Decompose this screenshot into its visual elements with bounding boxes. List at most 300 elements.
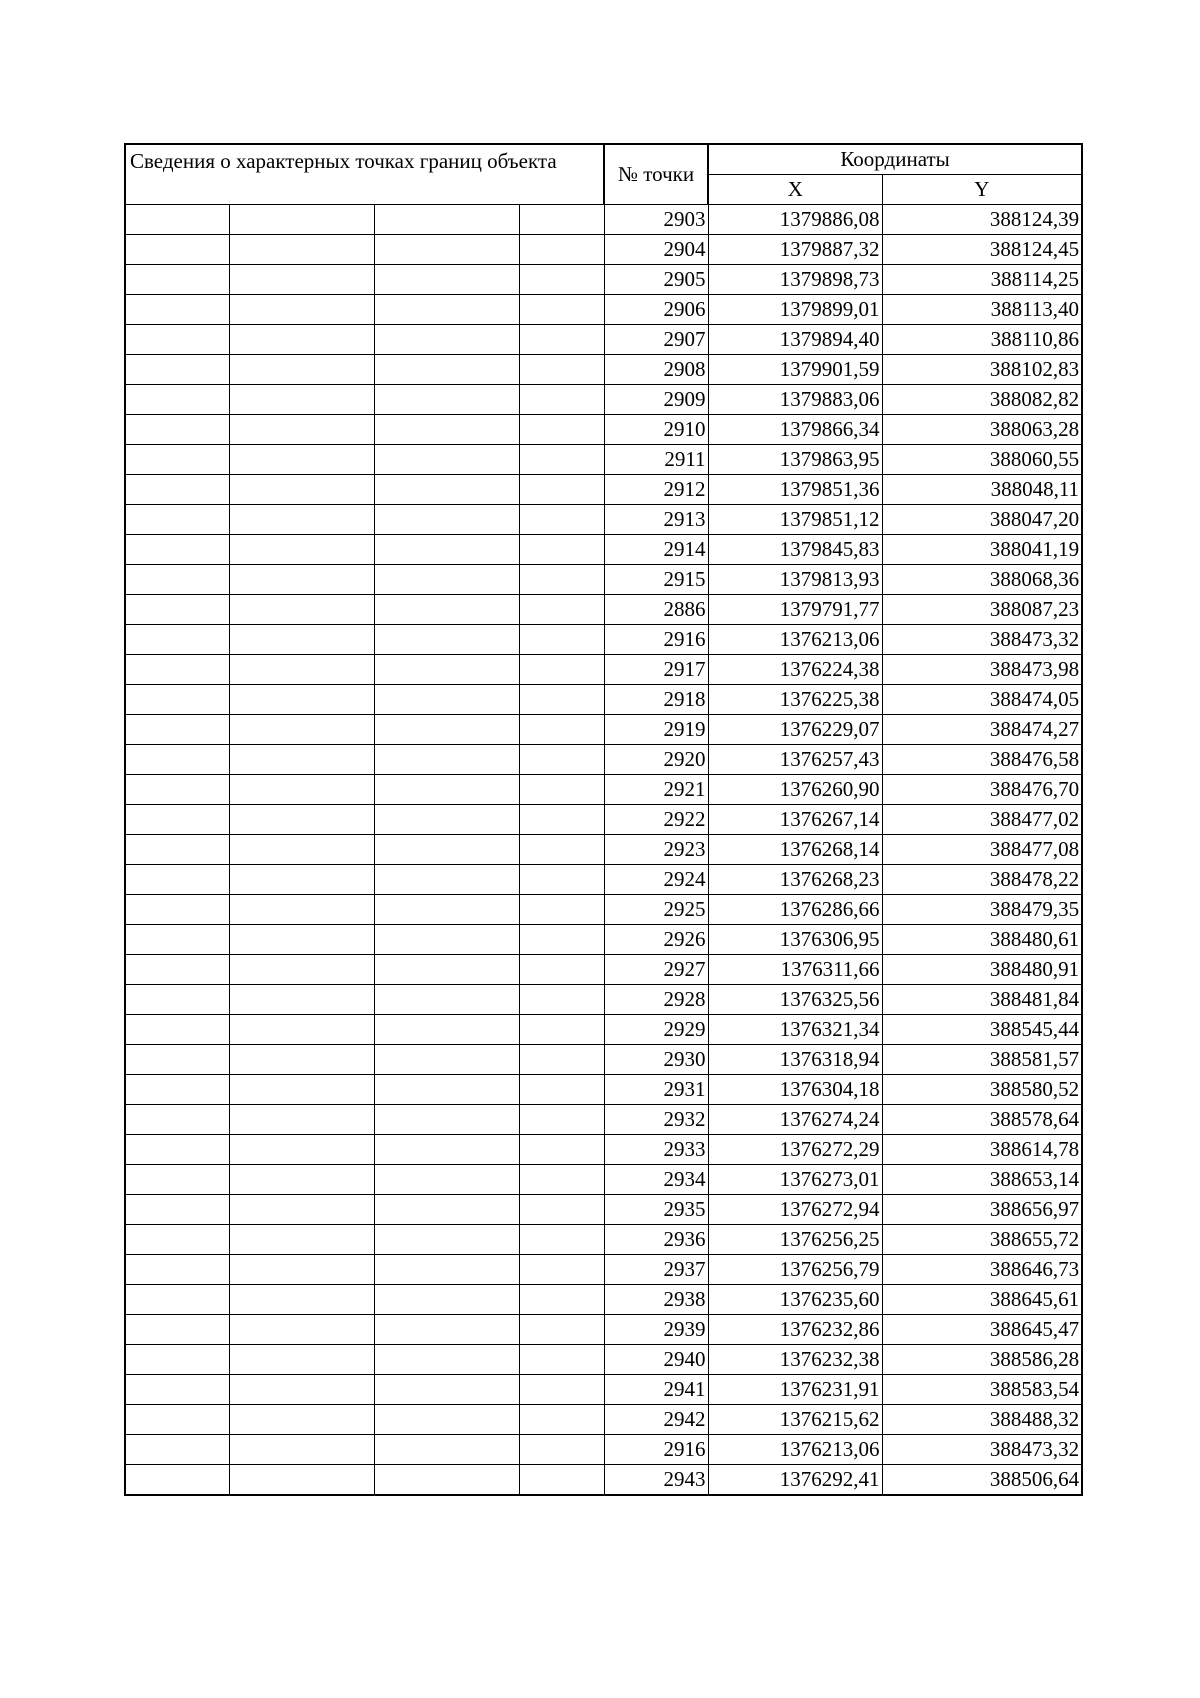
- empty-cell: [125, 715, 229, 745]
- empty-cell: [519, 985, 604, 1015]
- empty-cell: [519, 325, 604, 355]
- point-number-cell: 2926: [604, 925, 708, 955]
- empty-cell: [229, 925, 374, 955]
- empty-cell: [229, 415, 374, 445]
- empty-cell: [229, 1225, 374, 1255]
- empty-cell: [374, 625, 519, 655]
- table-row: [125, 325, 1082, 355]
- empty-cell: [229, 445, 374, 475]
- y-coordinate-cell: 388653,14: [882, 1165, 1082, 1195]
- empty-cell: [519, 1075, 604, 1105]
- empty-cell: [229, 1075, 374, 1105]
- y-coordinate-cell: 388087,23: [882, 595, 1082, 625]
- empty-cell: [125, 1195, 229, 1225]
- empty-cell: [519, 1225, 604, 1255]
- coordinates-sheet: [124, 143, 1081, 1496]
- x-coordinate-cell: 1376232,86: [708, 1315, 882, 1345]
- point-number-cell: 2911: [604, 445, 708, 475]
- empty-cell: [519, 1045, 604, 1075]
- empty-cell: [229, 565, 374, 595]
- y-coordinate-cell: 388488,32: [882, 1405, 1082, 1435]
- empty-cell: [125, 235, 229, 265]
- empty-cell: [374, 415, 519, 445]
- empty-cell: [374, 985, 519, 1015]
- table-row: [125, 235, 1082, 265]
- y-coordinate-cell: 388041,19: [882, 535, 1082, 565]
- empty-cell: [229, 835, 374, 865]
- empty-cell: [125, 625, 229, 655]
- empty-cell: [229, 1255, 374, 1285]
- point-number-cell: 2927: [604, 955, 708, 985]
- point-number-cell: 2921: [604, 775, 708, 805]
- empty-cell: [519, 775, 604, 805]
- x-coordinate-cell: 1376224,38: [708, 655, 882, 685]
- x-coordinate-cell: 1376232,38: [708, 1345, 882, 1375]
- x-header: X: [708, 175, 882, 205]
- point-number-cell: 2908: [604, 355, 708, 385]
- empty-cell: [374, 685, 519, 715]
- empty-cell: [229, 1435, 374, 1465]
- empty-cell: [125, 1015, 229, 1045]
- empty-cell: [229, 1345, 374, 1375]
- empty-cell: [125, 295, 229, 325]
- y-coordinate-cell: 388480,61: [882, 925, 1082, 955]
- empty-cell: [229, 1165, 374, 1195]
- x-coordinate-cell: 1376225,38: [708, 685, 882, 715]
- empty-cell: [229, 685, 374, 715]
- point-number-cell: 2914: [604, 535, 708, 565]
- table-row: [125, 1345, 1082, 1375]
- empty-cell: [519, 805, 604, 835]
- x-coordinate-cell: 1379898,73: [708, 265, 882, 295]
- point-number-cell: 2916: [604, 1435, 708, 1465]
- table-row: [125, 205, 1082, 235]
- y-coordinate-cell: 388581,57: [882, 1045, 1082, 1075]
- table-row: [125, 805, 1082, 835]
- table-row: [125, 925, 1082, 955]
- x-coordinate-cell: 1376256,25: [708, 1225, 882, 1255]
- y-coordinate-cell: 388477,02: [882, 805, 1082, 835]
- empty-cell: [374, 1225, 519, 1255]
- y-coordinate-cell: 388476,70: [882, 775, 1082, 805]
- empty-cell: [519, 1165, 604, 1195]
- empty-cell: [374, 1285, 519, 1315]
- point-number-cell: 2919: [604, 715, 708, 745]
- empty-cell: [374, 1015, 519, 1045]
- x-coordinate-cell: 1376231,91: [708, 1375, 882, 1405]
- empty-cell: [229, 595, 374, 625]
- empty-cell: [519, 265, 604, 295]
- empty-cell: [519, 1405, 604, 1435]
- empty-cell: [125, 205, 229, 235]
- table-row: [125, 1015, 1082, 1045]
- empty-cell: [374, 715, 519, 745]
- empty-cell: [374, 205, 519, 235]
- point-number-cell: 2907: [604, 325, 708, 355]
- point-number-cell: 2935: [604, 1195, 708, 1225]
- empty-cell: [374, 925, 519, 955]
- table-row: [125, 1225, 1082, 1255]
- empty-cell: [125, 925, 229, 955]
- table-row: [125, 1255, 1082, 1285]
- empty-cell: [519, 205, 604, 235]
- x-coordinate-cell: 1376235,60: [708, 1285, 882, 1315]
- empty-cell: [374, 835, 519, 865]
- x-coordinate-cell: 1376286,66: [708, 895, 882, 925]
- empty-cell: [229, 505, 374, 535]
- empty-cell: [374, 745, 519, 775]
- table-row: [125, 655, 1082, 685]
- empty-cell: [519, 1105, 604, 1135]
- empty-cell: [125, 985, 229, 1015]
- x-coordinate-cell: 1379845,83: [708, 535, 882, 565]
- empty-cell: [519, 715, 604, 745]
- empty-cell: [519, 415, 604, 445]
- table-row: [125, 595, 1082, 625]
- empty-cell: [229, 745, 374, 775]
- y-coordinate-cell: 388124,39: [882, 205, 1082, 235]
- empty-cell: [519, 1135, 604, 1165]
- empty-cell: [229, 295, 374, 325]
- empty-cell: [125, 385, 229, 415]
- y-coordinate-cell: 388110,86: [882, 325, 1082, 355]
- empty-cell: [125, 565, 229, 595]
- y-coordinate-cell: 388474,05: [882, 685, 1082, 715]
- point-number-cell: 2923: [604, 835, 708, 865]
- empty-cell: [519, 355, 604, 385]
- y-coordinate-cell: 388646,73: [882, 1255, 1082, 1285]
- empty-cell: [519, 1465, 604, 1496]
- point-number-cell: 2904: [604, 235, 708, 265]
- x-coordinate-cell: 1379901,59: [708, 355, 882, 385]
- empty-cell: [125, 745, 229, 775]
- x-coordinate-cell: 1376272,29: [708, 1135, 882, 1165]
- empty-cell: [229, 1195, 374, 1225]
- empty-cell: [374, 895, 519, 925]
- point-number-cell: 2922: [604, 805, 708, 835]
- point-number-header: № точки: [604, 144, 708, 205]
- table-row: [125, 445, 1082, 475]
- empty-cell: [374, 1255, 519, 1285]
- y-coordinate-cell: 388114,25: [882, 265, 1082, 295]
- empty-cell: [125, 325, 229, 355]
- empty-cell: [125, 1255, 229, 1285]
- empty-cell: [519, 955, 604, 985]
- y-coordinate-cell: 388068,36: [882, 565, 1082, 595]
- point-number-cell: 2918: [604, 685, 708, 715]
- y-coordinate-cell: 388645,61: [882, 1285, 1082, 1315]
- empty-cell: [229, 1045, 374, 1075]
- empty-cell: [229, 355, 374, 385]
- y-coordinate-cell: 388473,32: [882, 625, 1082, 655]
- x-coordinate-cell: 1379883,06: [708, 385, 882, 415]
- point-number-cell: 2920: [604, 745, 708, 775]
- empty-cell: [374, 1045, 519, 1075]
- empty-cell: [519, 655, 604, 685]
- y-coordinate-cell: 388124,45: [882, 235, 1082, 265]
- x-coordinate-cell: 1376273,01: [708, 1165, 882, 1195]
- coordinates-header: Координаты: [708, 144, 1082, 175]
- table-row: [125, 1135, 1082, 1165]
- empty-cell: [519, 1315, 604, 1345]
- y-header: Y: [882, 175, 1082, 205]
- x-coordinate-cell: 1376215,62: [708, 1405, 882, 1435]
- empty-cell: [374, 1375, 519, 1405]
- empty-cell: [125, 1165, 229, 1195]
- x-coordinate-cell: 1376306,95: [708, 925, 882, 955]
- empty-cell: [229, 805, 374, 835]
- y-coordinate-cell: 388614,78: [882, 1135, 1082, 1165]
- empty-cell: [519, 1345, 604, 1375]
- table-row: [125, 535, 1082, 565]
- x-coordinate-cell: 1376267,14: [708, 805, 882, 835]
- y-coordinate-cell: 388655,72: [882, 1225, 1082, 1255]
- table-row: [125, 685, 1082, 715]
- table-row: [125, 265, 1082, 295]
- table-row: [125, 865, 1082, 895]
- empty-cell: [125, 1315, 229, 1345]
- x-coordinate-cell: 1379886,08: [708, 205, 882, 235]
- y-coordinate-cell: 388047,20: [882, 505, 1082, 535]
- x-coordinate-cell: 1376274,24: [708, 1105, 882, 1135]
- x-coordinate-cell: 1379887,32: [708, 235, 882, 265]
- point-number-cell: 2903: [604, 205, 708, 235]
- empty-cell: [229, 775, 374, 805]
- point-number-cell: 2936: [604, 1225, 708, 1255]
- point-number-cell: 2925: [604, 895, 708, 925]
- empty-cell: [374, 865, 519, 895]
- empty-cell: [125, 1045, 229, 1075]
- empty-cell: [374, 1105, 519, 1135]
- table-row: [125, 295, 1082, 325]
- table-row: [125, 1375, 1082, 1405]
- y-coordinate-cell: 388479,35: [882, 895, 1082, 925]
- y-coordinate-cell: 388583,54: [882, 1375, 1082, 1405]
- empty-cell: [374, 325, 519, 355]
- empty-cell: [519, 745, 604, 775]
- y-coordinate-cell: 388545,44: [882, 1015, 1082, 1045]
- y-coordinate-cell: 388473,98: [882, 655, 1082, 685]
- empty-cell: [374, 655, 519, 685]
- x-coordinate-cell: 1376268,23: [708, 865, 882, 895]
- x-coordinate-cell: 1379851,12: [708, 505, 882, 535]
- empty-cell: [229, 265, 374, 295]
- empty-cell: [125, 445, 229, 475]
- table-row: [125, 1195, 1082, 1225]
- y-coordinate-cell: 388481,84: [882, 985, 1082, 1015]
- empty-cell: [374, 1405, 519, 1435]
- empty-cell: [374, 295, 519, 325]
- empty-cell: [519, 1195, 604, 1225]
- empty-cell: [229, 625, 374, 655]
- x-coordinate-cell: 1376311,66: [708, 955, 882, 985]
- empty-cell: [125, 1405, 229, 1435]
- point-number-cell: 2938: [604, 1285, 708, 1315]
- y-coordinate-cell: 388480,91: [882, 955, 1082, 985]
- y-coordinate-cell: 388645,47: [882, 1315, 1082, 1345]
- empty-cell: [374, 505, 519, 535]
- point-number-cell: 2940: [604, 1345, 708, 1375]
- table-row: [125, 1435, 1082, 1465]
- table-row: [125, 1075, 1082, 1105]
- point-number-cell: 2930: [604, 1045, 708, 1075]
- empty-cell: [229, 1405, 374, 1435]
- empty-cell: [125, 1225, 229, 1255]
- empty-cell: [125, 775, 229, 805]
- table-row: [125, 625, 1082, 655]
- empty-cell: [374, 775, 519, 805]
- empty-cell: [125, 1435, 229, 1465]
- empty-cell: [229, 895, 374, 925]
- empty-cell: [229, 1135, 374, 1165]
- y-coordinate-cell: 388048,11: [882, 475, 1082, 505]
- table-row: [125, 775, 1082, 805]
- point-number-cell: 2924: [604, 865, 708, 895]
- y-coordinate-cell: 388082,82: [882, 385, 1082, 415]
- table-row: [125, 565, 1082, 595]
- point-number-cell: 2939: [604, 1315, 708, 1345]
- x-coordinate-cell: 1376213,06: [708, 1435, 882, 1465]
- empty-cell: [519, 625, 604, 655]
- empty-cell: [374, 265, 519, 295]
- empty-cell: [519, 835, 604, 865]
- x-coordinate-cell: 1376260,90: [708, 775, 882, 805]
- point-number-cell: 2909: [604, 385, 708, 415]
- table-row: [125, 505, 1082, 535]
- empty-cell: [519, 685, 604, 715]
- empty-cell: [374, 805, 519, 835]
- empty-cell: [229, 955, 374, 985]
- empty-cell: [374, 565, 519, 595]
- boundary-info-header: Сведения о характерных точках границ объекта: [125, 144, 604, 205]
- table-row: [125, 745, 1082, 775]
- empty-cell: [125, 1075, 229, 1105]
- point-number-cell: 2937: [604, 1255, 708, 1285]
- point-number-cell: 2932: [604, 1105, 708, 1135]
- x-coordinate-cell: 1376321,34: [708, 1015, 882, 1045]
- empty-cell: [374, 475, 519, 505]
- empty-cell: [125, 505, 229, 535]
- empty-cell: [125, 955, 229, 985]
- empty-cell: [125, 1285, 229, 1315]
- empty-cell: [229, 985, 374, 1015]
- empty-cell: [125, 1465, 229, 1496]
- table-row: [125, 355, 1082, 385]
- empty-cell: [374, 1165, 519, 1195]
- point-number-cell: 2886: [604, 595, 708, 625]
- y-coordinate-cell: 388506,64: [882, 1465, 1082, 1496]
- point-number-cell: 2905: [604, 265, 708, 295]
- y-coordinate-cell: 388656,97: [882, 1195, 1082, 1225]
- empty-cell: [125, 865, 229, 895]
- empty-cell: [374, 1135, 519, 1165]
- empty-cell: [229, 655, 374, 685]
- x-coordinate-cell: 1379791,77: [708, 595, 882, 625]
- empty-cell: [519, 1375, 604, 1405]
- y-coordinate-cell: 388063,28: [882, 415, 1082, 445]
- empty-cell: [519, 475, 604, 505]
- table-row: [125, 895, 1082, 925]
- point-number-cell: 2929: [604, 1015, 708, 1045]
- y-coordinate-cell: 388473,32: [882, 1435, 1082, 1465]
- empty-cell: [374, 1345, 519, 1375]
- point-number-cell: 2910: [604, 415, 708, 445]
- empty-cell: [229, 1375, 374, 1405]
- empty-cell: [125, 1105, 229, 1135]
- empty-cell: [125, 895, 229, 925]
- point-number-cell: 2913: [604, 505, 708, 535]
- empty-cell: [125, 655, 229, 685]
- empty-cell: [125, 355, 229, 385]
- table-row: [125, 415, 1082, 445]
- x-coordinate-cell: 1376272,94: [708, 1195, 882, 1225]
- y-coordinate-cell: 388113,40: [882, 295, 1082, 325]
- empty-cell: [519, 595, 604, 625]
- point-number-cell: 2941: [604, 1375, 708, 1405]
- x-coordinate-cell: 1376318,94: [708, 1045, 882, 1075]
- table-row: [125, 715, 1082, 745]
- empty-cell: [125, 1375, 229, 1405]
- table-row: [125, 1105, 1082, 1135]
- table-row: [125, 985, 1082, 1015]
- table-row: [125, 385, 1082, 415]
- empty-cell: [519, 865, 604, 895]
- x-coordinate-cell: 1379863,95: [708, 445, 882, 475]
- empty-cell: [229, 715, 374, 745]
- empty-cell: [229, 1315, 374, 1345]
- table-row: [125, 835, 1082, 865]
- x-coordinate-cell: 1379894,40: [708, 325, 882, 355]
- empty-cell: [125, 1345, 229, 1375]
- x-coordinate-cell: 1376257,43: [708, 745, 882, 775]
- empty-cell: [229, 865, 374, 895]
- empty-cell: [374, 1075, 519, 1105]
- point-number-cell: 2915: [604, 565, 708, 595]
- empty-cell: [229, 385, 374, 415]
- point-number-cell: 2934: [604, 1165, 708, 1195]
- point-number-cell: 2942: [604, 1405, 708, 1435]
- empty-cell: [374, 955, 519, 985]
- empty-cell: [519, 445, 604, 475]
- y-coordinate-cell: 388580,52: [882, 1075, 1082, 1105]
- empty-cell: [125, 685, 229, 715]
- table-row: [125, 1315, 1082, 1345]
- empty-cell: [519, 385, 604, 415]
- x-coordinate-cell: 1376292,41: [708, 1465, 882, 1496]
- empty-cell: [125, 475, 229, 505]
- empty-cell: [229, 1465, 374, 1496]
- x-coordinate-cell: 1376325,56: [708, 985, 882, 1015]
- x-coordinate-cell: 1379851,36: [708, 475, 882, 505]
- empty-cell: [519, 235, 604, 265]
- y-coordinate-cell: 388474,27: [882, 715, 1082, 745]
- y-coordinate-cell: 388476,58: [882, 745, 1082, 775]
- y-coordinate-cell: 388060,55: [882, 445, 1082, 475]
- point-number-cell: 2943: [604, 1465, 708, 1496]
- point-number-cell: 2916: [604, 625, 708, 655]
- x-coordinate-cell: 1379866,34: [708, 415, 882, 445]
- empty-cell: [374, 595, 519, 625]
- empty-cell: [125, 595, 229, 625]
- y-coordinate-cell: 388477,08: [882, 835, 1082, 865]
- empty-cell: [125, 835, 229, 865]
- header-row-top: [125, 144, 1082, 175]
- empty-cell: [229, 535, 374, 565]
- x-coordinate-cell: 1376229,07: [708, 715, 882, 745]
- point-number-cell: 2931: [604, 1075, 708, 1105]
- boundary-points-table: [124, 143, 1083, 1496]
- x-coordinate-cell: 1379899,01: [708, 295, 882, 325]
